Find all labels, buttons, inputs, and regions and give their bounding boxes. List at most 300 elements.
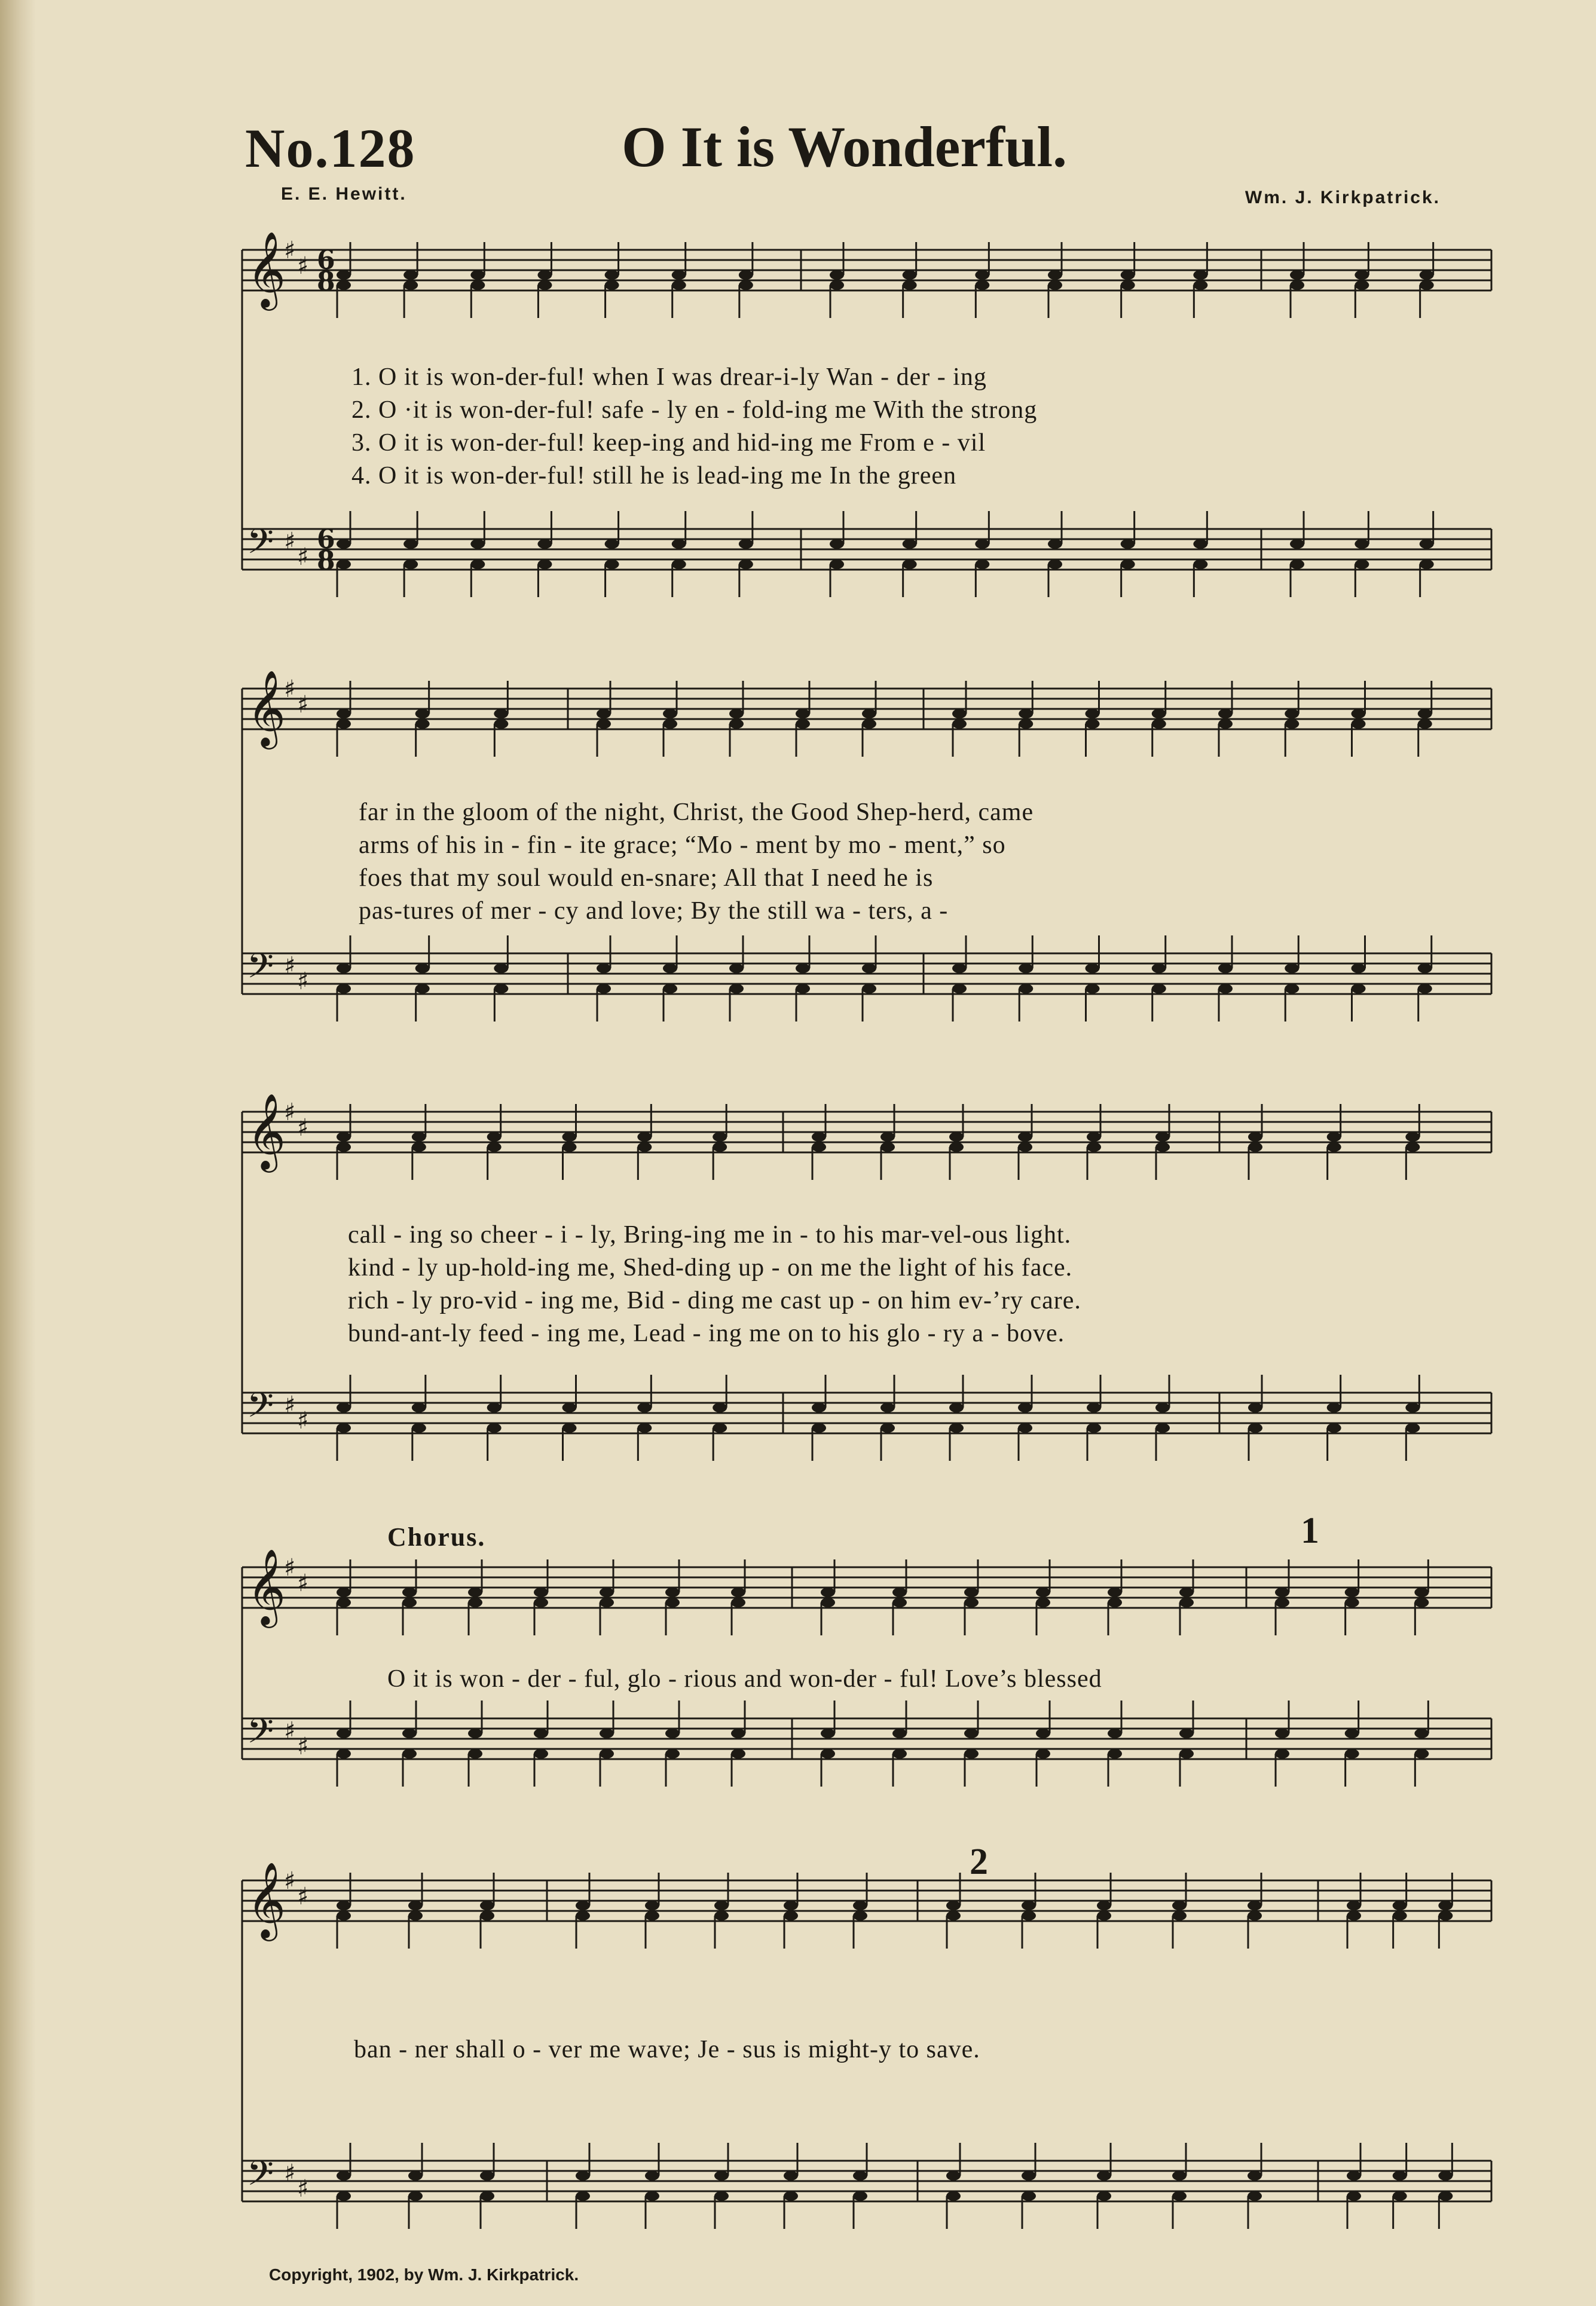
verse-lyric-line: kind - ly up-hold-ing me, Shed-ding up - on me the light of his face. <box>348 1254 1073 1282</box>
alto-note-head <box>403 280 418 290</box>
soprano-note-head <box>862 709 876 718</box>
alto-note-head <box>337 1598 351 1607</box>
bass-note-head <box>862 984 876 993</box>
alto-note-head <box>576 1911 590 1920</box>
alto-note-head <box>1420 280 1434 290</box>
bass-note-head <box>494 984 508 993</box>
bass-note-head <box>1405 1423 1420 1433</box>
tenor-note-head <box>1347 2171 1361 2180</box>
tenor-note-head <box>1248 1403 1262 1412</box>
bass-note-head <box>1022 2191 1036 2201</box>
soprano-note-head <box>562 1132 577 1142</box>
tenor-note-head <box>784 2171 798 2180</box>
tenor-note-head <box>1285 964 1299 973</box>
sharp-icon: ♯ <box>284 952 296 980</box>
tenor-note-head <box>821 1729 835 1738</box>
soprano-note-head <box>1347 1901 1361 1910</box>
tenor-note-head <box>337 964 351 973</box>
bass-note-head <box>1327 1423 1341 1433</box>
tenor-note-head <box>337 2171 351 2180</box>
bass-note-head <box>1248 2191 1262 2201</box>
alto-note-head <box>731 1598 745 1607</box>
sharp-icon: ♯ <box>284 237 296 264</box>
alto-note-head <box>1086 719 1100 729</box>
alto-note-head <box>1352 719 1366 729</box>
soprano-note-head <box>337 709 351 718</box>
bass-note-head <box>605 559 619 569</box>
soprano-note-head <box>576 1901 590 1910</box>
soprano-note-head <box>739 270 753 280</box>
bass-note-head <box>1018 1423 1032 1433</box>
soprano-note-head <box>1022 1901 1036 1910</box>
sharp-icon: ♯ <box>284 1391 296 1419</box>
alto-note-head <box>494 719 508 729</box>
bass-note-head <box>830 559 844 569</box>
soprano-note-head <box>713 1132 727 1142</box>
bass-note-head <box>1355 559 1369 569</box>
bass-note-head <box>713 1423 727 1433</box>
alto-note-head <box>1405 1142 1420 1152</box>
tenor-note-head <box>1405 1403 1420 1412</box>
sharp-icon: ♯ <box>284 1554 296 1582</box>
alto-note-head <box>946 1911 961 1920</box>
sharp-icon: ♯ <box>297 1733 309 1760</box>
bass-clef-icon: 𝄢 <box>247 1385 274 1434</box>
alto-note-head <box>470 280 485 290</box>
bass-note-head <box>1087 1423 1101 1433</box>
soprano-note-head <box>487 1132 502 1142</box>
sharp-icon: ♯ <box>284 1099 296 1126</box>
soprano-note-head <box>821 1588 835 1597</box>
bass-note-head <box>1438 2191 1453 2201</box>
soprano-note-head <box>1345 1588 1359 1597</box>
tenor-note-head <box>714 2171 729 2180</box>
sharp-icon: ♯ <box>284 1867 296 1895</box>
tenor-note-head <box>892 1729 907 1738</box>
alto-note-head <box>1048 280 1062 290</box>
tenor-note-head <box>402 1729 417 1738</box>
soprano-note-head <box>337 1901 351 1910</box>
alto-note-head <box>713 1142 727 1152</box>
sharp-icon: ♯ <box>297 968 309 995</box>
alto-note-head <box>605 280 619 290</box>
soprano-note-head <box>605 270 619 280</box>
tenor-note-head <box>487 1403 502 1412</box>
tenor-note-head <box>663 964 677 973</box>
alto-note-head <box>415 719 430 729</box>
tenor-note-head <box>1019 964 1033 973</box>
alto-note-head <box>1248 1911 1262 1920</box>
bass-note-head <box>946 2191 961 2201</box>
bass-note-head <box>903 559 917 569</box>
composer-credit: Wm. J. Kirkpatrick. <box>1245 188 1441 207</box>
bass-note-head <box>1108 1749 1122 1758</box>
alto-note-head <box>1393 1911 1407 1920</box>
alto-note-head <box>729 719 744 729</box>
soprano-note-head <box>946 1901 961 1910</box>
sharp-icon: ♯ <box>297 1883 309 1910</box>
alto-note-head <box>1019 719 1033 729</box>
alto-note-head <box>1018 1142 1032 1152</box>
tenor-note-head <box>731 1729 745 1738</box>
tenor-note-head <box>862 964 876 973</box>
alto-note-head <box>1438 1911 1453 1920</box>
bass-note-head <box>576 2191 590 2201</box>
tenor-note-head <box>796 964 810 973</box>
treble-clef-icon: 𝄞 <box>247 1093 286 1169</box>
soprano-note-head <box>1155 1132 1170 1142</box>
soprano-note-head <box>784 1901 798 1910</box>
soprano-note-head <box>1218 709 1233 718</box>
bass-note-head <box>637 1423 652 1433</box>
bass-note-head <box>1152 984 1166 993</box>
soprano-note-head <box>729 709 744 718</box>
bass-note-head <box>952 984 967 993</box>
tenor-note-head <box>665 1729 680 1738</box>
tenor-note-head <box>337 1403 351 1412</box>
tenor-note-head <box>1152 964 1166 973</box>
tenor-note-head <box>600 1729 614 1738</box>
bass-note-head <box>537 559 552 569</box>
verse-lyric-line: 4. O it is won-der-ful! still he is lead-ing me In the green <box>351 462 957 490</box>
bass-note-head <box>480 2191 494 2201</box>
tenor-note-head <box>952 964 967 973</box>
soprano-note-head <box>337 270 351 280</box>
tenor-note-head <box>1018 1403 1032 1412</box>
alto-note-head <box>487 1142 502 1152</box>
soprano-note-head <box>880 1132 895 1142</box>
soprano-note-head <box>975 270 989 280</box>
soprano-note-head <box>402 1588 417 1597</box>
tenor-note-head <box>468 1729 482 1738</box>
soprano-note-head <box>1285 709 1299 718</box>
soprano-note-head <box>337 1588 351 1597</box>
soprano-note-head <box>665 1588 680 1597</box>
tenor-note-head <box>903 539 917 549</box>
bass-clef-icon: 𝄢 <box>247 1711 274 1760</box>
soprano-note-head <box>796 709 810 718</box>
tenor-note-head <box>1420 539 1434 549</box>
chorus-lyric-line: ban - ner shall o - ver me wave; Je - sus is might-y to save. <box>354 2036 980 2063</box>
soprano-note-head <box>1290 270 1304 280</box>
bass-note-head <box>337 559 351 569</box>
sharp-icon: ♯ <box>284 675 296 703</box>
bass-note-head <box>1179 1749 1194 1758</box>
alto-note-head <box>1036 1598 1050 1607</box>
tenor-note-head <box>964 1729 979 1738</box>
soprano-note-head <box>1018 1132 1032 1142</box>
bass-note-head <box>415 984 430 993</box>
soprano-note-head <box>952 709 967 718</box>
sharp-icon: ♯ <box>297 1114 309 1142</box>
alto-note-head <box>1327 1142 1341 1152</box>
soprano-note-head <box>408 1901 423 1910</box>
bass-clef-icon: 𝄢 <box>247 521 274 570</box>
bass-time-signature-digit: 8 <box>317 546 335 576</box>
soprano-note-head <box>1179 1588 1194 1597</box>
tenor-note-head <box>576 2171 590 2180</box>
tenor-note-head <box>637 1403 652 1412</box>
alto-note-head <box>672 280 686 290</box>
soprano-note-head <box>337 1132 351 1142</box>
alto-note-head <box>830 280 844 290</box>
bass-note-head <box>796 984 810 993</box>
bass-note-head <box>487 1423 502 1433</box>
tenor-note-head <box>946 2171 961 2180</box>
tenor-note-head <box>1275 1729 1289 1738</box>
chorus-lyric-line: O it is won - der - ful, glo - rious and won-der - ful! Love’s blessed <box>387 1665 1102 1693</box>
bass-note-head <box>1345 1749 1359 1758</box>
soprano-note-head <box>470 270 485 280</box>
tenor-note-head <box>1086 964 1100 973</box>
tenor-note-head <box>1108 1729 1122 1738</box>
alto-note-head <box>1121 280 1135 290</box>
bass-note-head <box>534 1749 548 1758</box>
alto-note-head <box>812 1142 826 1152</box>
verse-lyric-line: 3. O it is won-der-ful! keep-ing and hid-ing me From e - vil <box>351 429 986 457</box>
soprano-note-head <box>1097 1901 1111 1910</box>
bass-note-head <box>337 1749 351 1758</box>
bass-note-head <box>468 1749 482 1758</box>
alto-note-head <box>1097 1911 1111 1920</box>
bass-note-head <box>964 1749 979 1758</box>
bass-time-signature-digit: 6 <box>317 524 335 555</box>
alto-note-head <box>821 1598 835 1607</box>
alto-note-head <box>637 1142 652 1152</box>
bass-note-head <box>739 559 753 569</box>
treble-clef-icon: 𝄞 <box>247 1861 286 1938</box>
tenor-note-head <box>408 2171 423 2180</box>
bass-note-head <box>672 559 686 569</box>
soprano-note-head <box>412 1132 426 1142</box>
sharp-icon: ♯ <box>284 1717 296 1745</box>
bass-note-head <box>1352 984 1366 993</box>
alto-note-head <box>1414 1598 1429 1607</box>
soprano-note-head <box>949 1132 964 1142</box>
tenor-note-head <box>337 539 351 549</box>
tenor-note-head <box>672 539 686 549</box>
tenor-note-head <box>415 964 430 973</box>
soprano-note-head <box>637 1132 652 1142</box>
verse-lyric-line: bund-ant-ly feed - ing me, Lead - ing me on to his glo - ry a - bove. <box>348 1320 1065 1347</box>
bass-note-head <box>408 2191 423 2201</box>
bass-note-head <box>821 1749 835 1758</box>
tenor-note-head <box>1290 539 1304 549</box>
tenor-note-head <box>830 539 844 549</box>
tenor-note-head <box>1248 2171 1262 2180</box>
bass-note-head <box>665 1749 680 1758</box>
soprano-note-head <box>1438 1901 1453 1910</box>
alto-note-head <box>1108 1598 1122 1607</box>
bass-note-head <box>562 1423 577 1433</box>
second-ending-number: 2 <box>970 1842 988 1882</box>
tenor-note-head <box>1355 539 1369 549</box>
alto-note-head <box>796 719 810 729</box>
alto-note-head <box>1347 1911 1361 1920</box>
tenor-note-head <box>949 1403 964 1412</box>
soprano-note-head <box>1172 1901 1187 1910</box>
tenor-note-head <box>1155 1403 1170 1412</box>
bass-note-head <box>1418 984 1432 993</box>
soprano-note-head <box>1327 1132 1341 1142</box>
tenor-note-head <box>470 539 485 549</box>
copyright-notice: Copyright, 1902, by Wm. J. Kirkpatrick. <box>269 2265 579 2284</box>
tenor-note-head <box>880 1403 895 1412</box>
bass-note-head <box>1172 2191 1187 2201</box>
soprano-note-head <box>1193 270 1207 280</box>
soprano-note-head <box>1121 270 1135 280</box>
soprano-note-head <box>964 1588 979 1597</box>
tenor-note-head <box>1048 539 1062 549</box>
verse-lyric-line: 1. O it is won-der-ful! when I was drear-i-ly Wan - der - ing <box>351 363 987 391</box>
treble-clef-icon: 𝄞 <box>247 669 286 746</box>
soprano-note-head <box>1418 709 1432 718</box>
alto-note-head <box>784 1911 798 1920</box>
tenor-note-head <box>597 964 611 973</box>
tenor-note-head <box>975 539 989 549</box>
soprano-note-head <box>1019 709 1033 718</box>
soprano-note-head <box>1405 1132 1420 1142</box>
alto-note-head <box>1179 1598 1194 1607</box>
alto-note-head <box>645 1911 659 1920</box>
soprano-note-head <box>1352 709 1366 718</box>
soprano-note-head <box>1355 270 1369 280</box>
alto-note-head <box>952 719 967 729</box>
soprano-note-head <box>1108 1588 1122 1597</box>
alto-note-head <box>1152 719 1166 729</box>
alto-note-head <box>862 719 876 729</box>
soprano-note-head <box>537 270 552 280</box>
alto-note-head <box>412 1142 426 1152</box>
treble-time-signature-digit: 8 <box>317 267 335 297</box>
tenor-note-head <box>1097 2171 1111 2180</box>
tenor-note-head <box>480 2171 494 2180</box>
alto-note-head <box>1418 719 1432 729</box>
tenor-note-head <box>1414 1729 1429 1738</box>
tenor-note-head <box>1087 1403 1101 1412</box>
tenor-note-head <box>1121 539 1135 549</box>
bass-note-head <box>784 2191 798 2201</box>
tenor-note-head <box>1218 964 1233 973</box>
alto-note-head <box>1155 1142 1170 1152</box>
tenor-note-head <box>1036 1729 1050 1738</box>
alto-note-head <box>537 280 552 290</box>
soprano-note-head <box>672 270 686 280</box>
bass-note-head <box>714 2191 729 2201</box>
alto-note-head <box>597 719 611 729</box>
bass-note-head <box>1048 559 1062 569</box>
sharp-icon: ♯ <box>284 2160 296 2187</box>
bass-note-head <box>1275 1749 1289 1758</box>
bass-note-head <box>975 559 989 569</box>
alto-note-head <box>1218 719 1233 729</box>
bass-note-head <box>1218 984 1233 993</box>
treble-clef-icon: 𝄞 <box>247 1548 286 1625</box>
verse-lyric-line: pas-tures of mer - cy and love; By the still wa - ters, a - <box>359 897 949 925</box>
alto-note-head <box>337 1911 351 1920</box>
verse-lyric-line: far in the gloom of the night, Christ, the Good Shep-herd, came <box>359 799 1034 826</box>
soprano-note-head <box>1048 270 1062 280</box>
soprano-note-head <box>480 1901 494 1910</box>
alto-note-head <box>892 1598 907 1607</box>
bass-note-head <box>1414 1749 1429 1758</box>
bass-note-head <box>1420 559 1434 569</box>
bass-note-head <box>645 2191 659 2201</box>
soprano-note-head <box>468 1588 482 1597</box>
tenor-note-head <box>1327 1403 1341 1412</box>
sharp-icon: ♯ <box>297 1570 309 1597</box>
soprano-note-head <box>1414 1588 1429 1597</box>
verse-lyric-line: rich - ly pro-vid - ing me, Bid - ding me cast up - on him ev-’ry care. <box>348 1287 1081 1314</box>
bass-note-head <box>880 1423 895 1433</box>
verse-lyric-line: 2. O ·it is won-der-ful! safe - ly en - fold-ing me With the strong <box>351 396 1038 424</box>
bass-note-head <box>402 1749 417 1758</box>
bass-note-head <box>1155 1423 1170 1433</box>
chorus-label: Chorus. <box>387 1522 486 1552</box>
soprano-note-head <box>1152 709 1166 718</box>
tenor-note-head <box>1345 1729 1359 1738</box>
alto-note-head <box>600 1598 614 1607</box>
author-credit: E. E. Hewitt. <box>281 184 407 204</box>
alto-note-head <box>337 1142 351 1152</box>
tenor-note-head <box>403 539 418 549</box>
bass-note-head <box>1290 559 1304 569</box>
soprano-note-head <box>597 709 611 718</box>
bass-note-head <box>949 1423 964 1433</box>
soprano-note-head <box>714 1901 729 1910</box>
alto-note-head <box>402 1598 417 1607</box>
tenor-note-head <box>337 1729 351 1738</box>
sharp-icon: ♯ <box>297 691 309 718</box>
alto-note-head <box>1022 1911 1036 1920</box>
verse-lyric-line: arms of his in - fin - ite grace; “Mo - ment by mo - ment,” so <box>359 831 1006 859</box>
soprano-note-head <box>731 1588 745 1597</box>
soprano-note-head <box>892 1588 907 1597</box>
tenor-note-head <box>412 1403 426 1412</box>
soprano-note-head <box>830 270 844 280</box>
alto-note-head <box>408 1911 423 1920</box>
tenor-note-head <box>853 2171 867 2180</box>
bass-note-head <box>597 984 611 993</box>
soprano-note-head <box>415 709 430 718</box>
tenor-note-head <box>645 2171 659 2180</box>
bass-note-head <box>1121 559 1135 569</box>
alto-note-head <box>1285 719 1299 729</box>
bass-note-head <box>1393 2191 1407 2201</box>
bass-note-head <box>1193 559 1207 569</box>
bass-note-head <box>412 1423 426 1433</box>
bass-note-head <box>1036 1749 1050 1758</box>
tenor-note-head <box>562 1403 577 1412</box>
hymn-number: No.128 <box>245 118 416 179</box>
alto-note-head <box>1087 1142 1101 1152</box>
bass-note-head <box>663 984 677 993</box>
bass-note-head <box>1285 984 1299 993</box>
soprano-note-head <box>1036 1588 1050 1597</box>
bass-note-head <box>1347 2191 1361 2201</box>
tenor-note-head <box>1022 2171 1036 2180</box>
treble-time-signature-digit: 6 <box>317 245 335 276</box>
tenor-note-head <box>1393 2171 1407 2180</box>
bass-note-head <box>853 2191 867 2201</box>
tenor-note-head <box>739 539 753 549</box>
bass-note-head <box>470 559 485 569</box>
alto-note-head <box>468 1598 482 1607</box>
soprano-note-head <box>1420 270 1434 280</box>
soprano-note-head <box>1275 1588 1289 1597</box>
alto-note-head <box>534 1598 548 1607</box>
tenor-note-head <box>494 964 508 973</box>
